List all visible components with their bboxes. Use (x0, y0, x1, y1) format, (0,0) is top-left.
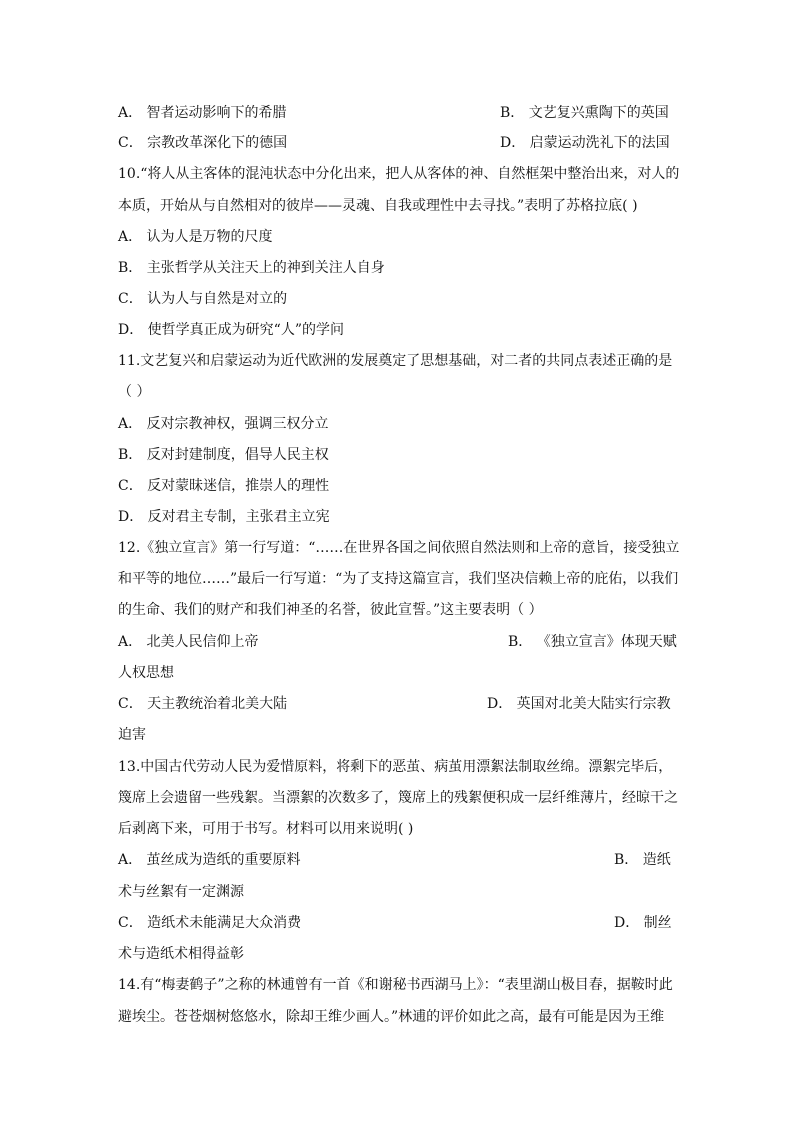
q12-stem-line-3: 的生命、我们的财产和我们神圣的名誉，彼此宣誓。”这主要表明（ ） (118, 602, 543, 618)
q13-option-c: C． 造纸术未能满足大众消费 (118, 915, 302, 931)
q12-option-c: C． 天主教统治着北美大陆 (118, 696, 288, 712)
q11-option-b: B． 反对封建制度，倡导人民主权 (118, 447, 329, 463)
q13-option-b: B． 造纸 (614, 852, 671, 868)
q13-option-a: A． 茧丝成为造纸的重要原料 (118, 852, 301, 868)
q13-stem-line-2: 篾席上会遗留一些残絮。当漂絮的次数多了，篾席上的残絮便积成一层纤维薄片，经晾干之 (118, 790, 678, 806)
q11-option-d: D． 反对君主专制，主张君主立宪 (118, 509, 330, 525)
q12-option-d: D． 英国对北美大陆实行宗教 (487, 696, 671, 712)
q13-option-d-continued: 术与造纸术相得益彰 (118, 946, 244, 962)
q10-option-a: A． 认为人是万物的尺度 (118, 229, 273, 245)
q11-stem-line-1: 11.文艺复兴和启蒙运动为近代欧洲的发展奠定了思想基础，对二者的共同点表述正确的是 (118, 353, 673, 369)
q11-stem-line-2: （ ） (118, 384, 151, 400)
q9-option-d: D． 启蒙运动洗礼下的法国 (500, 135, 670, 151)
q12-option-b-continued: 人权思想 (118, 665, 174, 681)
q11-option-c: C． 反对蒙昧迷信，推崇人的理性 (118, 478, 330, 494)
q10-stem-line-2: 本质，开始从与自然相对的彼岸——灵魂、自我或理性中去寻找。”表明了苏格拉底( ) (118, 198, 638, 214)
q12-option-d-continued: 迫害 (118, 727, 146, 743)
q14-stem-line-2: 避埃尘。苍苍烟树悠悠水，除却王维少画人。”林逋的评价如此之高，最有可能是因为王维 (118, 1009, 665, 1025)
q9-option-b: B． 文艺复兴熏陶下的英国 (500, 105, 669, 121)
q10-option-b: B． 主张哲学从关注天上的神到关注人自身 (118, 260, 385, 276)
q13-option-d: D． 制丝 (614, 915, 672, 931)
q12-stem-line-1: 12.《独立宣言》第一行写道：“……在世界各国之间依照自然法则和上帝的意旨，接受独立 (118, 540, 680, 556)
q13-stem-line-1: 13.中国古代劳动人民为爱惜原料，将剩下的恶茧、病茧用漂絮法制取丝绵。漂絮完毕后， (118, 759, 673, 775)
q10-stem-line-1: 10.“将人从主客体的混沌状态中分化出来，把人从客体的神、自然框架中整治出来，对人的 (118, 166, 680, 182)
q9-option-a: A． 智者运动影响下的希腊 (118, 105, 287, 121)
q10-option-c: C． 认为人与自然是对立的 (118, 291, 288, 307)
q14-stem-line-1: 14.有“梅妻鹤子”之称的林逋曾有一首《和谢秘书西湖马上》：“表里湖山极目春，据鞍时此 (118, 977, 673, 993)
q12-option-a: A． 北美人民信仰上帝 (118, 634, 259, 650)
q12-option-b: B． 《独立宣言》体现天赋 (508, 634, 677, 650)
q13-stem-line-3: 后剥离下来，可用于书写。材料可以用来说明( ) (118, 821, 414, 837)
q9-option-c: C． 宗教改革深化下的德国 (118, 135, 288, 151)
q10-option-d: D． 使哲学真正成为研究“人”的学问 (118, 322, 344, 338)
q13-option-b-continued: 术与丝絮有一定渊源 (118, 884, 244, 900)
q11-option-a: A． 反对宗教神权，强调三权分立 (118, 416, 329, 432)
q12-stem-line-2: 和平等的地位……”最后一行写道：“为了支持这篇宣言，我们坚决信赖上帝的庇佑，以我们 (118, 571, 679, 587)
